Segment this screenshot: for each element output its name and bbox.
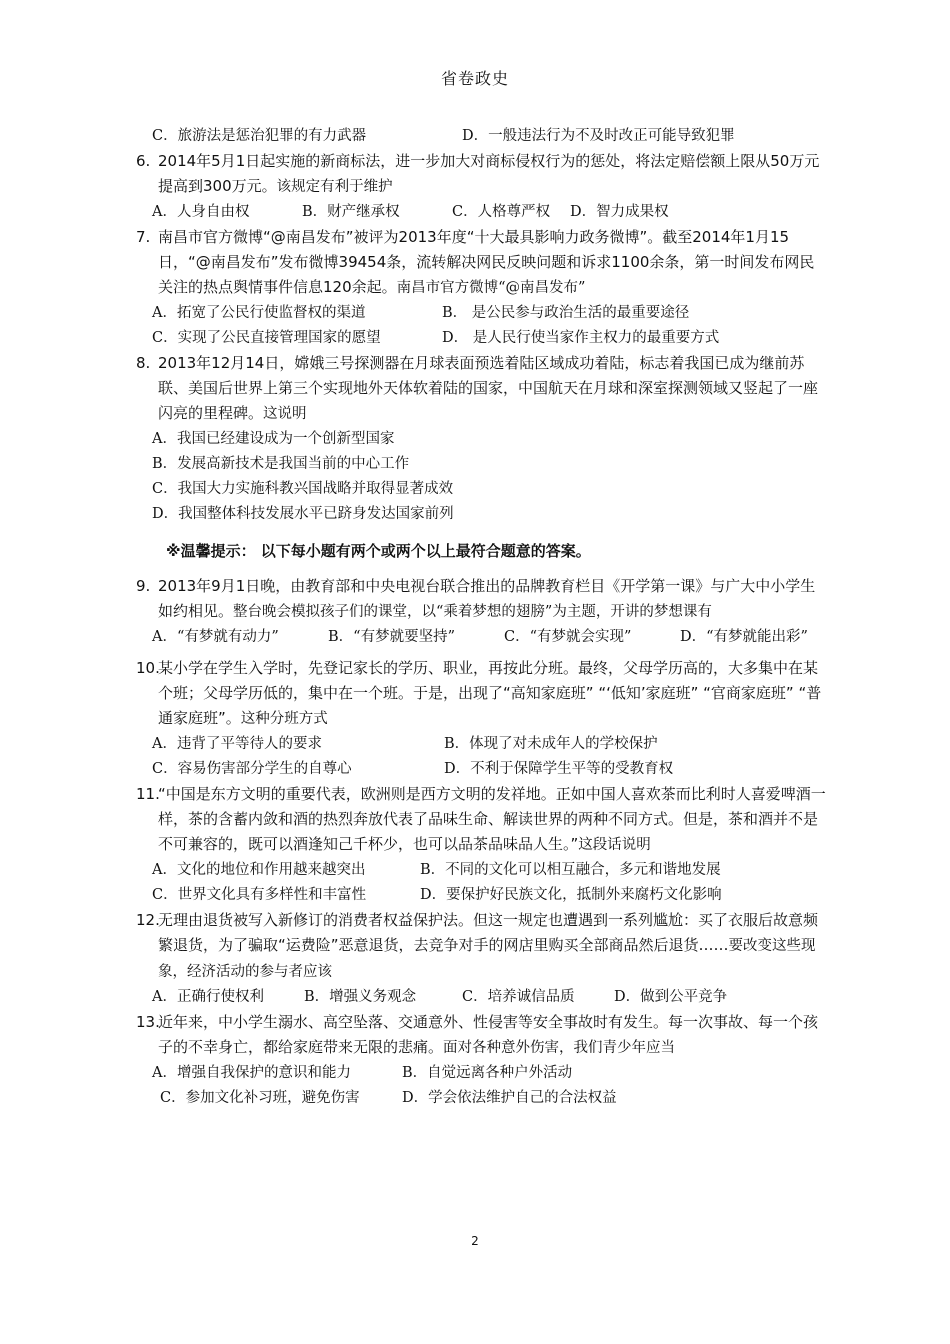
q7-option-a: A．拓宽了公民行使监督权的渠道 <box>152 305 366 321</box>
q13-option-b: B．自觉远离各种户外活动 <box>402 1065 573 1081</box>
q13-options-row-2 <box>136 1086 826 1111</box>
question-12 <box>136 908 826 1010</box>
q9-option-a: A．“有梦就有动力” <box>152 629 279 645</box>
q11-options-row-2 <box>136 883 826 908</box>
q11-stem: “中国是东方文明的重要代表，欧洲则是西方文明的发祥地。正如中国人喜欢茶而比利时人喜爱啤酒一样，茶的含蓄内敛和酒的热烈奔放代表了品味生命、解读世界的两种不同方式。但是，茶和酒并不是不可兼容的，既可以酒逢知己千杯少，也可以品茶品味品人生。” <box>158 785 826 853</box>
question-7 <box>136 225 826 351</box>
q7-options-row-1 <box>136 301 826 326</box>
q11-option-b: B．不同的文化可以相互融合，多元和谐地发展 <box>420 862 721 878</box>
q10-option-d: D．不利于保障学生平等的受教育权 <box>444 761 674 777</box>
q11-stem-tail: 这段话说明 <box>578 837 651 853</box>
q6-option-d: D．智力成果权 <box>570 204 669 220</box>
q10-options-row-1 <box>136 732 826 757</box>
q6-stem: 2014年5月1日起实施的新商标法，进一步加大对商标侵权行为的惩处，将法定赔偿额上限从50万元提高到300万元。 <box>158 152 820 195</box>
q9-option-b: B．“有梦就要坚持” <box>328 629 455 645</box>
q8-stem-tail: 这说明 <box>263 406 307 422</box>
q10-option-c: C．容易伤害部分学生的自尊心 <box>152 761 352 777</box>
q6-option-a: A．人身自由权 <box>152 204 250 220</box>
q6-option-c: C．人格尊严权 <box>452 204 551 220</box>
q9-stem: 2013年9月1日晚，由教育部和中央电视台联合推出的品牌教育栏目《开学第一课》与广大中小学生如约相见。 <box>158 577 816 620</box>
q7-stem: 南昌市官方微博“@南昌发布”被评为2013年度“十大最具影响力政务微博”。截至2014年1月15日，“@南昌发布”发布微博39454条，流转解决网民反映问题和诉求1100余条，第一时间发布网民关注的热点舆情事件信息120余起。 <box>158 228 815 296</box>
q9-option-d: D．“有梦就能出彩” <box>680 629 808 645</box>
q12-option-b: B．增强义务观念 <box>304 989 417 1005</box>
q8-option-a: A．我国已经建设成为一个创新型国家 <box>152 431 395 447</box>
question-9 <box>136 574 826 650</box>
q10-stem-tail: 这种分班方式 <box>240 711 328 727</box>
q10-option-a: A．违背了平等待人的要求 <box>152 736 322 752</box>
q13-option-d: D．学会依法维护自己的合法权益 <box>402 1090 617 1106</box>
q10-stem: 某小学在学生入学时，先登记家长的学历、职业，再按此分班。最终，父母学历高的，大多集中在某个班；父母学历低的，集中在一个班。于是，出现了“高知家庭班” “‘低知’家庭班” “官商家庭班” “普通家庭班”。 <box>158 659 822 727</box>
q8-option-c: C．我国大力实施科教兴国战略并取得显著成效 <box>152 481 454 497</box>
q7-number: 7. <box>136 228 151 246</box>
q8-option-b: B．发展高新技术是我国当前的中心工作 <box>152 456 410 472</box>
q10-options-row-2 <box>136 757 826 782</box>
q10-option-b: B．体现了对未成年人的学校保护 <box>444 736 658 752</box>
q7-stem-tail: 南昌市官方微博“@南昌发布” <box>396 280 586 296</box>
q12-number: 12. <box>136 911 160 929</box>
q7-option-d: D． 是人民行使当家作主权力的最重要方式 <box>442 330 720 346</box>
q12-option-c: C．培养诚信品质 <box>462 989 575 1005</box>
q11-number: 11. <box>136 785 160 803</box>
q5-option-d: D．一般违法行为不及时改正可能导致犯罪 <box>462 128 735 144</box>
q13-options-row-1 <box>136 1061 826 1086</box>
q11-option-a: A．文化的地位和作用越来越突出 <box>152 862 366 878</box>
q13-stem: 近年来，中小学生溺水、高空坠落、交通意外、性侵害等安全事故时有发生。每一次事故、每一个孩子的不幸身亡，都给家庭带来无限的悲痛。 <box>158 1013 819 1056</box>
question-content <box>136 124 826 1111</box>
q9-stem-tail: 整台晚会模拟孩子们的课堂，以“乘着梦想的翅膀”为主题，开讲的梦想课有 <box>233 604 712 620</box>
q13-stem-tail: 面对各种意外伤害，我们青少年应当 <box>443 1040 676 1056</box>
q5-option-c: C．旅游法是惩治犯罪的有力武器 <box>152 128 367 144</box>
page-header: 省卷政史 <box>440 69 509 88</box>
question-11 <box>136 782 826 908</box>
q6-options-row <box>136 200 826 225</box>
q6-stem-tail: 该规定有利于维护 <box>276 179 393 195</box>
question-8 <box>136 351 826 527</box>
q10-number: 10. <box>136 659 160 677</box>
q13-option-a: A．增强自我保护的意识和能力 <box>152 1065 351 1081</box>
question-6 <box>136 149 826 225</box>
q11-options-row-1 <box>136 858 826 883</box>
q12-options-row <box>136 985 826 1010</box>
q12-option-a: A．正确行使权利 <box>152 989 264 1005</box>
q9-option-c: C．“有梦就会实现” <box>504 629 632 645</box>
q12-stem-tail: 要改变这些现象，经济活动的参与者应该 <box>158 938 816 980</box>
q7-option-b: B． 是公民参与政治生活的最重要途径 <box>442 305 690 321</box>
q11-option-d: D．要保护好民族文化，抵制外来腐朽文化影响 <box>420 887 722 903</box>
q6-option-b: B．财产继承权 <box>302 204 400 220</box>
warm-tip: ※温馨提示： 以下每小题有两个或两个以上最符合题意的答案。 <box>166 542 591 560</box>
q8-number: 8. <box>136 354 151 372</box>
q7-options-row-2 <box>136 326 826 351</box>
q8-option-d: D．我国整体科技发展水平已跻身发达国家前列 <box>152 506 454 522</box>
q12-stem: 无理由退货被写入新修订的消费者权益保护法。但这一规定也遭遇到一系列尴尬：买了衣服后故意频繁退货，为了骗取“运费险”恶意退货，去竞争对手的网店里购买全部商品然后退货…… <box>158 911 819 954</box>
q8-stem: 2013年12月14日，嫦娥三号探测器在月球表面预选着陆区域成功着陆，标志着我国已成为继前苏联、美国后世界上第三个实现地外天体软着陆的国家，中国航天在月球和深室探测领域又竖起了一座闪亮的里程碑。 <box>158 354 819 422</box>
question-10 <box>136 656 826 782</box>
q11-option-c: C．世界文化具有多样性和丰富性 <box>152 887 367 903</box>
q7-option-c: C．实现了公民直接管理国家的愿望 <box>152 330 381 346</box>
q9-number: 9. <box>136 577 151 595</box>
q5-options-row <box>136 124 826 149</box>
question-13 <box>136 1010 826 1111</box>
q12-option-d: D．做到公平竞争 <box>614 989 728 1005</box>
q13-option-c: C．参加文化补习班，避免伤害 <box>160 1090 360 1106</box>
q6-number: 6. <box>136 152 151 170</box>
q13-number: 13. <box>136 1013 160 1031</box>
q9-options-row <box>136 625 826 650</box>
page-number: 2 <box>471 1234 479 1248</box>
